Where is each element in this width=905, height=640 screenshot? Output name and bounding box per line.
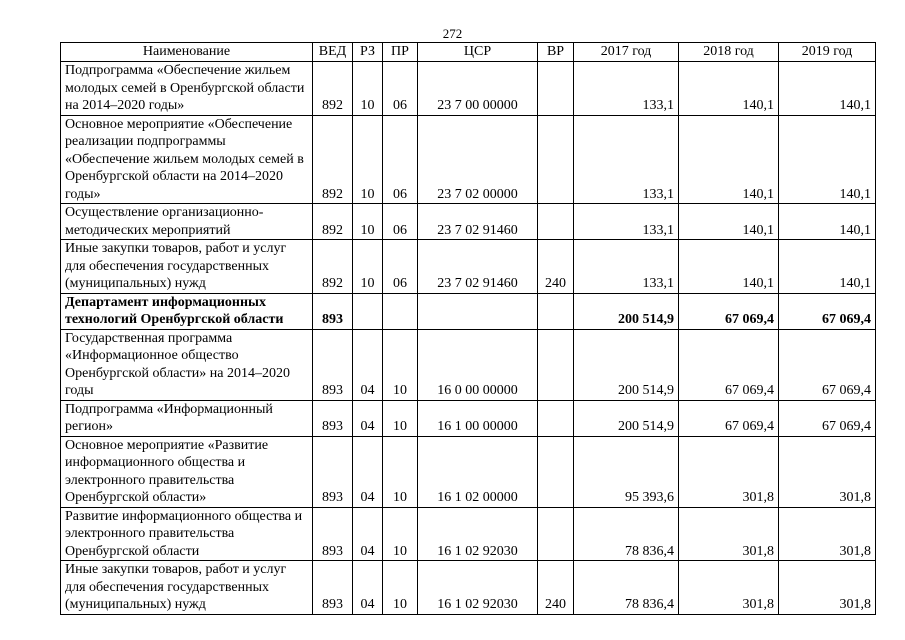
row-vr: 240 (538, 240, 574, 294)
row-value-2017: 133,1 (574, 240, 679, 294)
row-value-2017: 133,1 (574, 115, 679, 204)
row-vr (538, 436, 574, 507)
row-rz: 10 (353, 204, 383, 240)
row-value-2019: 140,1 (779, 204, 876, 240)
row-value-2019: 140,1 (779, 62, 876, 116)
row-value-2018: 301,8 (679, 561, 779, 615)
row-value-2018: 140,1 (679, 240, 779, 294)
row-vr (538, 293, 574, 329)
row-ved: 892 (313, 62, 353, 116)
row-ved: 893 (313, 400, 353, 436)
row-name: Государственная программа «Информационное общество Оренбургской области» на 2014–2020 годы (61, 329, 313, 400)
row-value-2018: 140,1 (679, 62, 779, 116)
row-pr (383, 293, 418, 329)
row-name: Иные закупки товаров, работ и услуг для обеспечения государственных (муниципальных) нужд (61, 561, 313, 615)
row-value-2017: 200 514,9 (574, 329, 679, 400)
row-value-2019: 67 069,4 (779, 329, 876, 400)
row-pr: 06 (383, 115, 418, 204)
budget-table (60, 42, 876, 615)
row-csr: 23 7 02 91460 (418, 240, 538, 294)
row-value-2018: 67 069,4 (679, 293, 779, 329)
row-vr (538, 62, 574, 116)
row-value-2019: 301,8 (779, 436, 876, 507)
row-csr: 16 1 02 92030 (418, 507, 538, 561)
row-vr (538, 507, 574, 561)
table-row (61, 329, 876, 400)
row-value-2017: 95 393,6 (574, 436, 679, 507)
row-pr: 06 (383, 62, 418, 116)
row-value-2018: 140,1 (679, 204, 779, 240)
row-rz: 10 (353, 115, 383, 204)
row-ved: 893 (313, 293, 353, 329)
row-value-2019: 301,8 (779, 561, 876, 615)
header-pr: ПР (383, 43, 418, 62)
row-ved: 893 (313, 507, 353, 561)
row-ved: 892 (313, 204, 353, 240)
row-name: Подпрограмма «Информационный регион» (61, 400, 313, 436)
row-value-2019: 67 069,4 (779, 400, 876, 436)
header-vr: ВР (538, 43, 574, 62)
row-value-2018: 67 069,4 (679, 400, 779, 436)
row-ved: 893 (313, 329, 353, 400)
row-vr (538, 115, 574, 204)
row-vr (538, 204, 574, 240)
header-name: Наименование (61, 43, 313, 62)
row-pr: 06 (383, 240, 418, 294)
row-value-2017: 78 836,4 (574, 507, 679, 561)
row-csr (418, 293, 538, 329)
row-rz: 04 (353, 561, 383, 615)
table-row (61, 436, 876, 507)
row-csr: 16 1 00 00000 (418, 400, 538, 436)
row-name: Иные закупки товаров, работ и услуг для обеспечения государственных (муниципальных) нужд (61, 240, 313, 294)
row-rz: 04 (353, 436, 383, 507)
row-value-2019: 140,1 (779, 240, 876, 294)
row-name: Основное мероприятие «Развитие информационного общества и электронного правительства Оренбургской области» (61, 436, 313, 507)
row-value-2018: 140,1 (679, 115, 779, 204)
header-rz: РЗ (353, 43, 383, 62)
row-value-2017: 133,1 (574, 204, 679, 240)
row-value-2017: 133,1 (574, 62, 679, 116)
row-name: Основное мероприятие «Обеспечение реализации подпрограммы «Обеспечение жильем молодых семей в Оренбургской области на 2014–2020 годы» (61, 115, 313, 204)
header-2019: 2019 год (779, 43, 876, 62)
table-row (61, 115, 876, 204)
row-pr: 10 (383, 507, 418, 561)
row-value-2019: 67 069,4 (779, 293, 876, 329)
row-ved: 892 (313, 115, 353, 204)
row-csr: 23 7 00 00000 (418, 62, 538, 116)
row-pr: 06 (383, 204, 418, 240)
row-pr: 10 (383, 436, 418, 507)
row-csr: 23 7 02 00000 (418, 115, 538, 204)
table-row (61, 204, 876, 240)
row-rz: 04 (353, 507, 383, 561)
page-number: 272 (442, 26, 463, 41)
row-csr: 16 1 02 92030 (418, 561, 538, 615)
row-ved: 893 (313, 561, 353, 615)
row-value-2018: 67 069,4 (679, 329, 779, 400)
row-rz: 04 (353, 329, 383, 400)
row-rz: 10 (353, 240, 383, 294)
row-value-2017: 200 514,9 (574, 293, 679, 329)
table-row (61, 62, 876, 116)
table-row (61, 507, 876, 561)
table-row (61, 240, 876, 294)
table-row (61, 400, 876, 436)
row-rz (353, 293, 383, 329)
row-csr: 16 1 02 00000 (418, 436, 538, 507)
row-csr: 23 7 02 91460 (418, 204, 538, 240)
row-name: Департамент информационных технологий Оренбургской области (61, 293, 313, 329)
table-row (61, 293, 876, 329)
row-name: Подпрограмма «Обеспечение жильем молодых семей в Оренбургской области на 2014–2020 годы» (61, 62, 313, 116)
row-value-2019: 301,8 (779, 507, 876, 561)
row-ved: 892 (313, 240, 353, 294)
table-row (61, 561, 876, 615)
header-csr: ЦСР (418, 43, 538, 62)
row-pr: 10 (383, 400, 418, 436)
row-value-2018: 301,8 (679, 507, 779, 561)
row-vr: 240 (538, 561, 574, 615)
header-row (61, 43, 876, 62)
row-value-2018: 301,8 (679, 436, 779, 507)
header-ved: ВЕД (313, 43, 353, 62)
row-value-2017: 78 836,4 (574, 561, 679, 615)
row-rz: 10 (353, 62, 383, 116)
header-2017: 2017 год (574, 43, 679, 62)
row-ved: 893 (313, 436, 353, 507)
row-rz: 04 (353, 400, 383, 436)
row-value-2017: 200 514,9 (574, 400, 679, 436)
row-csr: 16 0 00 00000 (418, 329, 538, 400)
table-body (61, 62, 876, 615)
row-value-2019: 140,1 (779, 115, 876, 204)
row-vr (538, 329, 574, 400)
row-name: Развитие информационного общества и электронного правительства Оренбургской области (61, 507, 313, 561)
header-2018: 2018 год (679, 43, 779, 62)
row-pr: 10 (383, 329, 418, 400)
row-name: Осуществление организационно-методических мероприятий (61, 204, 313, 240)
row-vr (538, 400, 574, 436)
row-pr: 10 (383, 561, 418, 615)
